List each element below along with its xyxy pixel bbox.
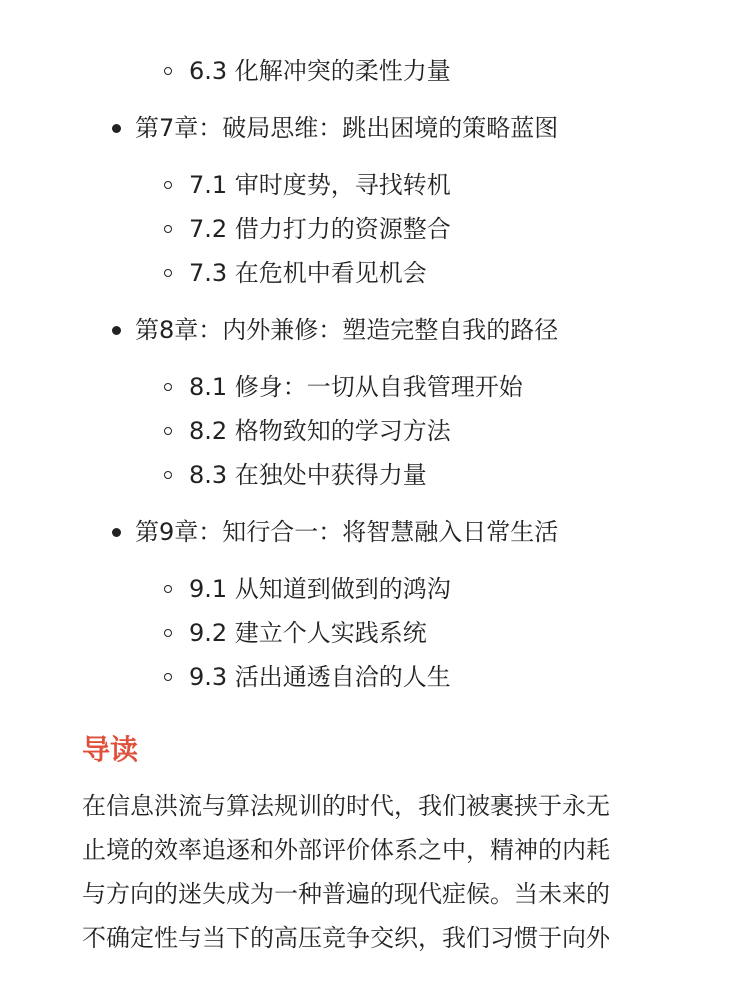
toc-section-9-3: 9.3 活出通透自洽的人生	[189, 663, 451, 691]
toc-section-7-3: 7.3 在危机中看见机会	[189, 259, 427, 287]
toc-chapter-7: 第7章：破局思维：跳出困境的策略蓝图	[135, 114, 559, 142]
circle-bullet-icon	[164, 629, 172, 637]
toc-section-8-2: 8.2 格物致知的学习方法	[189, 417, 451, 445]
toc-section-9-2: 9.2 建立个人实践系统	[189, 619, 427, 647]
circle-bullet-icon	[164, 383, 172, 391]
circle-bullet-icon	[164, 225, 172, 233]
toc-section-7-1: 7.1 审时度势，寻找转机	[189, 171, 451, 199]
circle-bullet-icon	[164, 269, 172, 277]
circle-bullet-icon	[164, 471, 172, 479]
circle-bullet-icon	[164, 181, 172, 189]
toc-chapter-8: 第8章：内外兼修：塑造完整自我的路径	[135, 316, 559, 344]
intro-heading: 导读	[82, 733, 139, 766]
intro-line: 在信息洪流与算法规训的时代，我们被裹挟于永无	[82, 792, 610, 820]
toc-section-8-1: 8.1 修身：一切从自我管理开始	[189, 373, 523, 401]
disc-bullet-icon	[112, 326, 121, 335]
toc-section-8-3: 8.3 在独处中获得力量	[189, 461, 427, 489]
toc-section-9-1: 9.1 从知道到做到的鸿沟	[189, 575, 451, 603]
circle-bullet-icon	[164, 673, 172, 681]
intro-line: 止境的效率追逐和外部评价体系之中，精神的内耗	[82, 836, 610, 864]
toc-section-6-3: 6.3 化解冲突的柔性力量	[189, 57, 451, 85]
disc-bullet-icon	[112, 528, 121, 537]
intro-line: 不确定性与当下的高压竞争交织，我们习惯于向外	[82, 924, 610, 952]
intro-line: 与方向的迷失成为一种普遍的现代症候。当未来的	[82, 880, 610, 908]
circle-bullet-icon	[164, 427, 172, 435]
circle-bullet-icon	[164, 585, 172, 593]
disc-bullet-icon	[112, 124, 121, 133]
toc-chapter-9: 第9章：知行合一：将智慧融入日常生活	[135, 518, 559, 546]
toc-section-7-2: 7.2 借力打力的资源整合	[189, 215, 451, 243]
circle-bullet-icon	[164, 67, 172, 75]
